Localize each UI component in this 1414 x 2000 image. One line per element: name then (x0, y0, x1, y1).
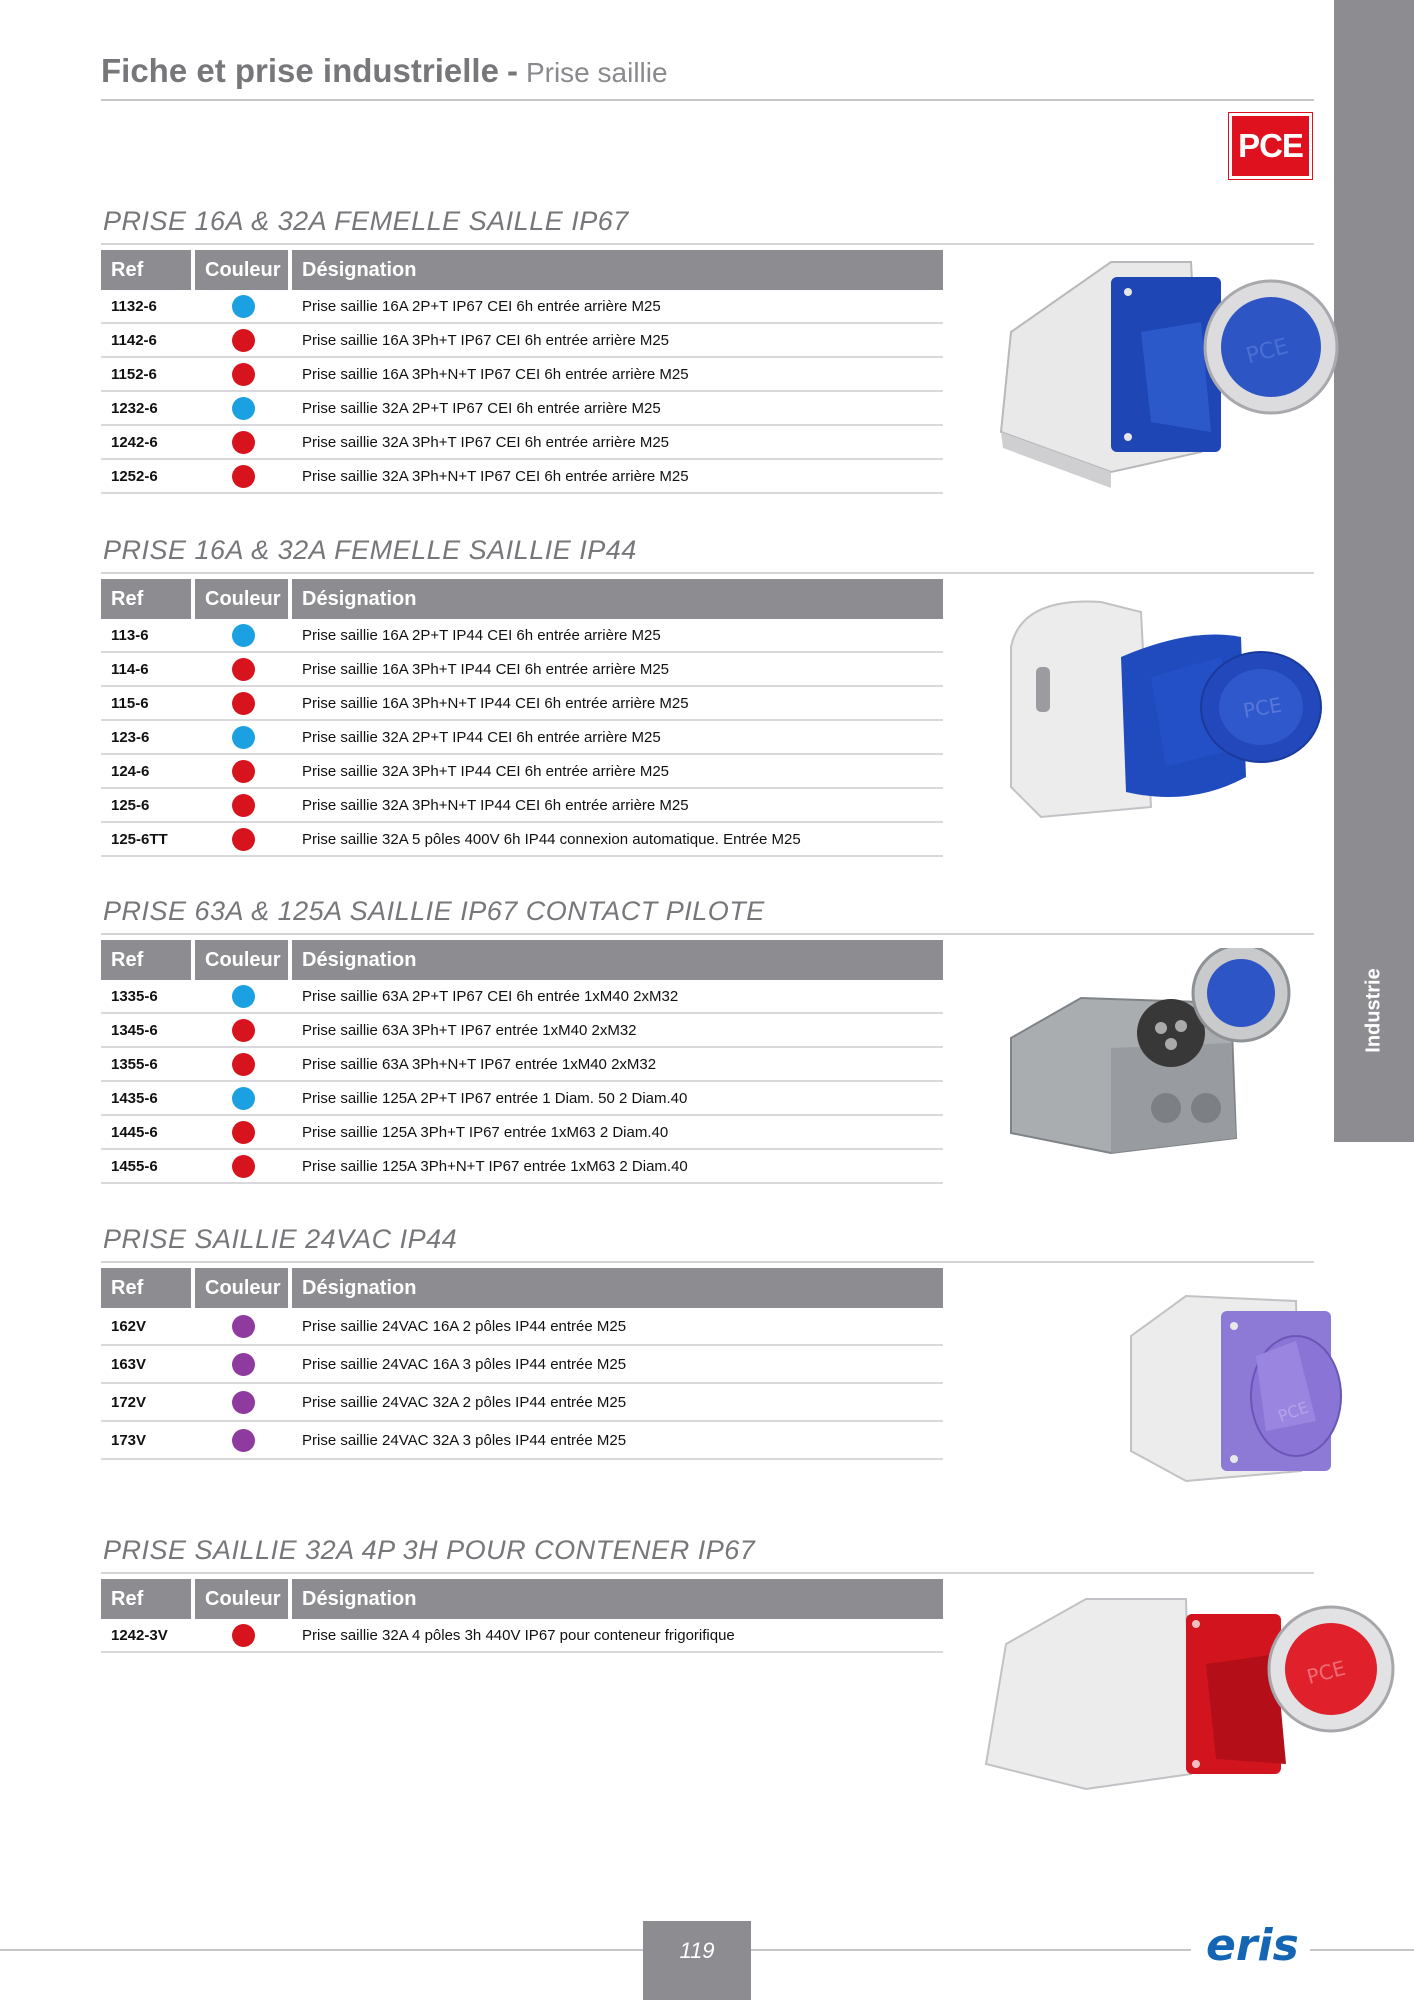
color-cell (195, 692, 292, 715)
color-dot-red (232, 1624, 255, 1647)
table-row (101, 1048, 943, 1082)
color-cell (195, 295, 292, 318)
color-cell (195, 1087, 292, 1110)
ref-cell: 163V (111, 1355, 147, 1373)
table-row (101, 1150, 943, 1184)
product-table (101, 250, 943, 494)
product-image-purple-24vac-socket (1116, 1281, 1386, 1496)
color-dot-red (232, 692, 255, 715)
color-cell (195, 726, 292, 749)
footer-divider-left (0, 1949, 643, 1951)
table-row (101, 460, 943, 494)
designation-cell: Prise saillie 24VAC 16A 2 pôles IP44 entrée M25 (302, 1317, 627, 1335)
color-dot-red (232, 1019, 255, 1042)
color-cell (195, 1019, 292, 1042)
color-dot-blue (232, 1087, 255, 1110)
designation-cell: Prise saillie 63A 3Ph+T IP67 entrée 1xM40 2xM32 (302, 1021, 637, 1039)
table-header (101, 1579, 943, 1619)
color-cell (195, 1624, 292, 1647)
title-divider (101, 99, 1314, 101)
color-cell (195, 1391, 292, 1414)
color-dot-red (232, 760, 255, 783)
color-dot-purple (232, 1391, 255, 1414)
product-table (101, 940, 943, 1184)
ref-cell: 1242-6 (111, 433, 158, 451)
section-divider (101, 243, 1314, 245)
designation-cell: Prise saillie 125A 2P+T IP67 entrée 1 Diam. 50 2 Diam.40 (302, 1089, 688, 1107)
table-row (101, 426, 943, 460)
color-dot-blue (232, 985, 255, 1008)
designation-cell: Prise saillie 32A 3Ph+N+T IP44 CEI 6h entrée arrière M25 (302, 796, 689, 814)
header-designation: Désignation (292, 1268, 943, 1308)
designation-cell: Prise saillie 32A 2P+T IP44 CEI 6h entrée arrière M25 (302, 728, 661, 746)
ref-cell: 123-6 (111, 728, 150, 746)
table-header (101, 250, 943, 290)
product-image-grey-63a-socket (1001, 948, 1401, 1163)
ref-cell: 1252-6 (111, 467, 158, 485)
designation-cell: Prise saillie 16A 3Ph+T IP44 CEI 6h entrée arrière M25 (302, 660, 670, 678)
product-image-red-container-socket (976, 1594, 1414, 1799)
header-designation: Désignation (292, 579, 943, 619)
color-cell (195, 363, 292, 386)
table-row (101, 823, 943, 857)
section-divider (101, 1572, 1314, 1574)
table-row (101, 392, 943, 426)
header-color: Couleur (195, 1268, 288, 1308)
title-separator: - (506, 52, 518, 89)
title-sub: Prise saillie (525, 57, 668, 88)
eris-logo (1204, 1916, 1304, 1975)
table-row (101, 290, 943, 324)
designation-cell: Prise saillie 125A 3Ph+T IP67 entrée 1xM63 2 Diam.40 (302, 1123, 669, 1141)
designation-cell: Prise saillie 32A 5 pôles 400V 6h IP44 connexion automatique. Entrée M25 (302, 830, 801, 848)
product-table (101, 579, 943, 857)
header-designation: Désignation (292, 250, 943, 290)
designation-cell: Prise saillie 63A 3Ph+N+T IP67 entrée 1xM40 2xM32 (302, 1055, 657, 1073)
ref-cell: 113-6 (111, 626, 149, 644)
table-header (101, 1268, 943, 1308)
ref-cell: 162V (111, 1317, 147, 1335)
table-row (101, 619, 943, 653)
section-divider (101, 572, 1314, 574)
color-dot-red (232, 794, 255, 817)
table-row (101, 1422, 943, 1460)
color-dot-red (232, 329, 255, 352)
color-dot-red (232, 465, 255, 488)
header-ref: Ref (101, 579, 191, 619)
ref-cell: 1435-6 (111, 1089, 158, 1107)
designation-cell: Prise saillie 63A 2P+T IP67 CEI 6h entrée 1xM40 2xM32 (302, 987, 679, 1005)
table-row (101, 1619, 943, 1653)
header-color: Couleur (195, 940, 288, 980)
product-image-blue-ip44-socket (991, 597, 1411, 832)
ref-cell: 125-6 (111, 796, 150, 814)
section-title: PRISE 16A & 32A FEMELLE SAILLIE IP44 (103, 535, 637, 565)
table-row (101, 687, 943, 721)
ref-cell: 1445-6 (111, 1123, 158, 1141)
table-row (101, 324, 943, 358)
header-color: Couleur (195, 250, 288, 290)
color-dot-red (232, 828, 255, 851)
product-table (101, 1268, 943, 1460)
table-row (101, 1308, 943, 1346)
color-dot-blue (232, 295, 255, 318)
eris-logo-text: eris (1206, 1920, 1299, 1970)
table-row (101, 1116, 943, 1150)
header-designation: Désignation (292, 1579, 943, 1619)
color-cell (195, 985, 292, 1008)
color-cell (195, 1429, 292, 1452)
color-cell (195, 794, 292, 817)
designation-cell: Prise saillie 16A 3Ph+N+T IP67 CEI 6h entrée arrière M25 (302, 365, 689, 383)
pce-logo: PCE (1229, 113, 1312, 179)
designation-cell: Prise saillie 125A 3Ph+N+T IP67 entrée 1xM63 2 Diam.40 (302, 1157, 688, 1175)
ref-cell: 173V (111, 1431, 147, 1449)
designation-cell: Prise saillie 32A 3Ph+T IP44 CEI 6h entrée arrière M25 (302, 762, 670, 780)
color-dot-blue (232, 726, 255, 749)
color-dot-red (232, 363, 255, 386)
header-ref: Ref (101, 940, 191, 980)
designation-cell: Prise saillie 16A 2P+T IP67 CEI 6h entrée arrière M25 (302, 297, 661, 315)
designation-cell: Prise saillie 16A 3Ph+N+T IP44 CEI 6h entrée arrière M25 (302, 694, 689, 712)
ref-cell: 1142-6 (111, 331, 157, 349)
table-row (101, 789, 943, 823)
table-row (101, 1014, 943, 1048)
color-cell (195, 658, 292, 681)
product-image-blue-ip67-socket (991, 252, 1411, 507)
color-dot-blue (232, 397, 255, 420)
color-dot-red (232, 431, 255, 454)
table-row (101, 721, 943, 755)
color-dot-purple (232, 1429, 255, 1452)
ref-cell: 114-6 (111, 660, 149, 678)
table-row (101, 980, 943, 1014)
ref-cell: 172V (111, 1393, 147, 1411)
designation-cell: Prise saillie 24VAC 32A 2 pôles IP44 entrée M25 (302, 1393, 627, 1411)
designation-cell: Prise saillie 16A 3Ph+T IP67 CEI 6h entrée arrière M25 (302, 331, 670, 349)
color-cell (195, 1155, 292, 1178)
color-dot-blue (232, 624, 255, 647)
title-main: Fiche et prise industrielle (101, 52, 499, 89)
table-row (101, 1082, 943, 1116)
color-cell (195, 760, 292, 783)
section-title: PRISE 16A & 32A FEMELLE SAILLE IP67 (103, 206, 629, 236)
color-dot-red (232, 1155, 255, 1178)
table-row (101, 653, 943, 687)
product-table (101, 1579, 943, 1653)
color-cell (195, 465, 292, 488)
section-title: PRISE SAILLIE 24VAC IP44 (103, 1224, 458, 1254)
svg-text:PCE: PCE (1241, 692, 1284, 723)
footer-divider-middle (751, 1949, 1191, 1951)
section-title: PRISE SAILLIE 32A 4P 3H POUR CONTENER IP67 (103, 1535, 756, 1565)
section-divider (101, 933, 1314, 935)
ref-cell: 1242-3V (111, 1626, 168, 1644)
ref-cell: 1455-6 (111, 1157, 158, 1175)
section-24vac (101, 1221, 1314, 1449)
table-row (101, 755, 943, 789)
color-cell (195, 1353, 292, 1376)
color-cell (195, 397, 292, 420)
section-title: PRISE 63A & 125A SAILLIE IP67 CONTACT PILOTE (103, 896, 765, 926)
section-ip67-16-32a (101, 203, 1314, 485)
footer-divider-right (1310, 1949, 1414, 1951)
color-cell (195, 329, 292, 352)
header-ref: Ref (101, 250, 191, 290)
color-cell (195, 1121, 292, 1144)
designation-cell: Prise saillie 24VAC 16A 3 pôles IP44 entrée M25 (302, 1355, 627, 1373)
svg-text:PCE: PCE (1304, 1655, 1348, 1689)
designation-cell: Prise saillie 24VAC 32A 3 pôles IP44 entrée M25 (302, 1431, 627, 1449)
color-cell (195, 1315, 292, 1338)
color-cell (195, 624, 292, 647)
ref-cell: 1345-6 (111, 1021, 158, 1039)
section-ip67-63-125a (101, 893, 1314, 1175)
header-designation: Désignation (292, 940, 943, 980)
designation-cell: Prise saillie 16A 2P+T IP44 CEI 6h entrée arrière M25 (302, 626, 661, 644)
color-cell (195, 828, 292, 851)
color-cell (195, 1053, 292, 1076)
ref-cell: 124-6 (111, 762, 150, 780)
ref-cell: 1232-6 (111, 399, 158, 417)
designation-cell: Prise saillie 32A 3Ph+N+T IP67 CEI 6h entrée arrière M25 (302, 467, 689, 485)
table-row (101, 358, 943, 392)
ref-cell: 1355-6 (111, 1055, 158, 1073)
page-number: 119 (643, 1921, 751, 2000)
color-dot-purple (232, 1353, 255, 1376)
color-dot-red (232, 1121, 255, 1144)
designation-cell: Prise saillie 32A 4 pôles 3h 440V IP67 pour conteneur frigorifique (302, 1626, 735, 1644)
header-ref: Ref (101, 1579, 191, 1619)
designation-cell: Prise saillie 32A 3Ph+T IP67 CEI 6h entrée arrière M25 (302, 433, 670, 451)
header-color: Couleur (195, 1579, 288, 1619)
section-divider (101, 1261, 1314, 1263)
section-container-32a (101, 1532, 1348, 1689)
ref-cell: 1152-6 (111, 365, 157, 383)
ref-cell: 1132-6 (111, 297, 157, 315)
table-row (101, 1384, 943, 1422)
ref-cell: 1335-6 (111, 987, 158, 1005)
svg-text:PCE: PCE (1243, 334, 1292, 370)
ref-cell: 115-6 (111, 694, 149, 712)
color-dot-purple (232, 1315, 255, 1338)
side-tab-label: Industrie (1362, 967, 1385, 1053)
section-ip44-16-32a (101, 532, 1314, 848)
color-cell (195, 431, 292, 454)
designation-cell: Prise saillie 32A 2P+T IP67 CEI 6h entrée arrière M25 (302, 399, 661, 417)
svg-text:PCE: PCE (1275, 1397, 1312, 1426)
color-dot-red (232, 1053, 255, 1076)
table-header (101, 940, 943, 980)
page-title (101, 52, 668, 90)
table-row (101, 1346, 943, 1384)
table-header (101, 579, 943, 619)
header-color: Couleur (195, 579, 288, 619)
header-ref: Ref (101, 1268, 191, 1308)
color-dot-red (232, 658, 255, 681)
ref-cell: 125-6TT (111, 830, 168, 848)
